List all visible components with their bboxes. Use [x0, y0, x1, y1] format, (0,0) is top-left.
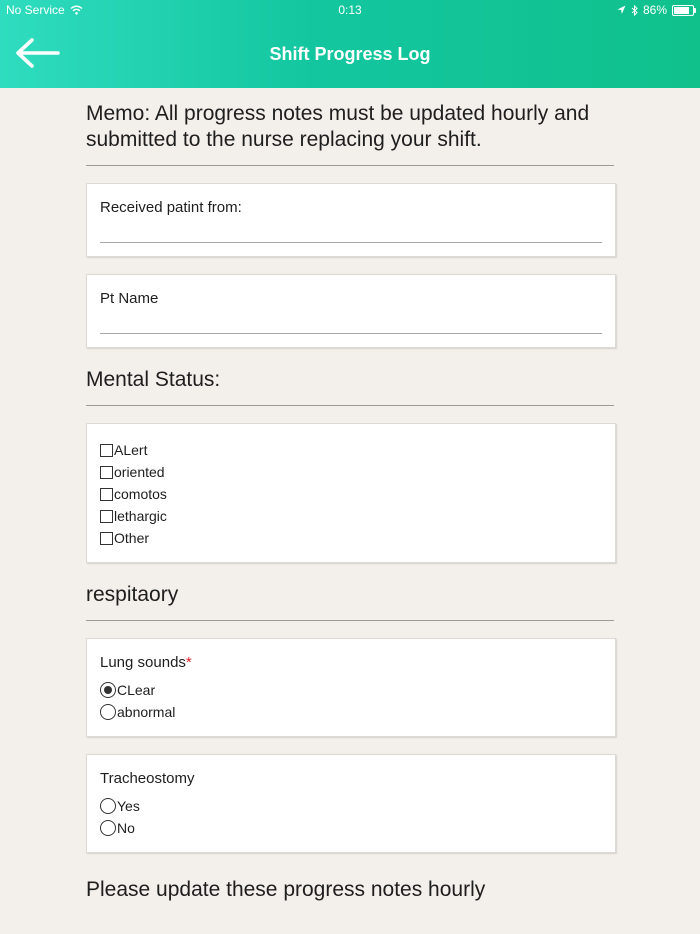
form-content: [86, 88, 616, 902]
radio-button[interactable]: [100, 798, 116, 814]
radio-clear[interactable]: [100, 679, 602, 701]
footer-note: Please update these progress notes hourly: [86, 878, 486, 901]
received-from-field: [86, 183, 616, 257]
checkbox-box[interactable]: [100, 532, 113, 545]
battery-icon: [672, 5, 694, 16]
radio-label: abnormal: [117, 704, 176, 720]
received-from-input[interactable]: [100, 216, 602, 243]
required-marker: *: [185, 654, 192, 671]
checkbox-comotos[interactable]: [100, 483, 602, 505]
battery-percent: 86%: [642, 3, 667, 17]
checkbox-label: ALert: [114, 442, 148, 458]
checkbox-lethargic[interactable]: [100, 505, 602, 527]
mental-status-checkboxes: [86, 423, 616, 563]
radio-label: CLear: [117, 682, 156, 698]
checkbox-box[interactable]: [100, 488, 113, 501]
tracheostomy-label: Tracheostomy: [100, 770, 195, 787]
checkbox-oriented[interactable]: [100, 461, 602, 483]
radio-button[interactable]: [100, 820, 116, 836]
pt-name-field: [86, 274, 616, 348]
memo-text: Memo: All progress notes must be updated hourly and submitted to the nurse replacing your shift.: [86, 101, 614, 166]
received-from-label: Received patint from:: [100, 199, 242, 216]
radio-no[interactable]: [100, 817, 602, 839]
checkbox-label: lethargic: [114, 508, 167, 524]
status-bar: [0, 0, 700, 20]
checkbox-box[interactable]: [100, 466, 113, 479]
carrier-label: No Service: [6, 3, 65, 17]
radio-label: No: [117, 820, 135, 836]
lung-sounds-field: [86, 638, 616, 737]
pt-name-input[interactable]: [100, 307, 602, 334]
lung-sounds-label-text: Lung sounds: [100, 654, 186, 671]
pt-name-label: Pt Name: [100, 290, 159, 307]
clock: 0:13: [338, 3, 362, 17]
page-title: Shift Progress Log: [269, 44, 431, 64]
checkbox-label: oriented: [114, 464, 165, 480]
tracheostomy-field: [86, 754, 616, 853]
checkbox-label: comotos: [114, 486, 167, 502]
radio-button-selected[interactable]: [100, 682, 116, 698]
radio-button[interactable]: [100, 704, 116, 720]
checkbox-label: Other: [114, 530, 150, 546]
mental-status-heading: Mental Status:: [86, 368, 614, 406]
checkbox-box[interactable]: [100, 510, 113, 523]
radio-abnormal[interactable]: [100, 701, 602, 723]
respiratory-heading: respitaory: [86, 583, 614, 621]
radio-yes[interactable]: [100, 795, 602, 817]
lung-sounds-label: [100, 654, 602, 671]
location-arrow-icon: [617, 5, 626, 15]
checkbox-other[interactable]: [100, 527, 602, 549]
checkbox-box[interactable]: [100, 444, 113, 457]
bluetooth-icon: [631, 5, 638, 16]
radio-label: Yes: [117, 798, 140, 814]
checkbox-alert[interactable]: [100, 439, 602, 461]
